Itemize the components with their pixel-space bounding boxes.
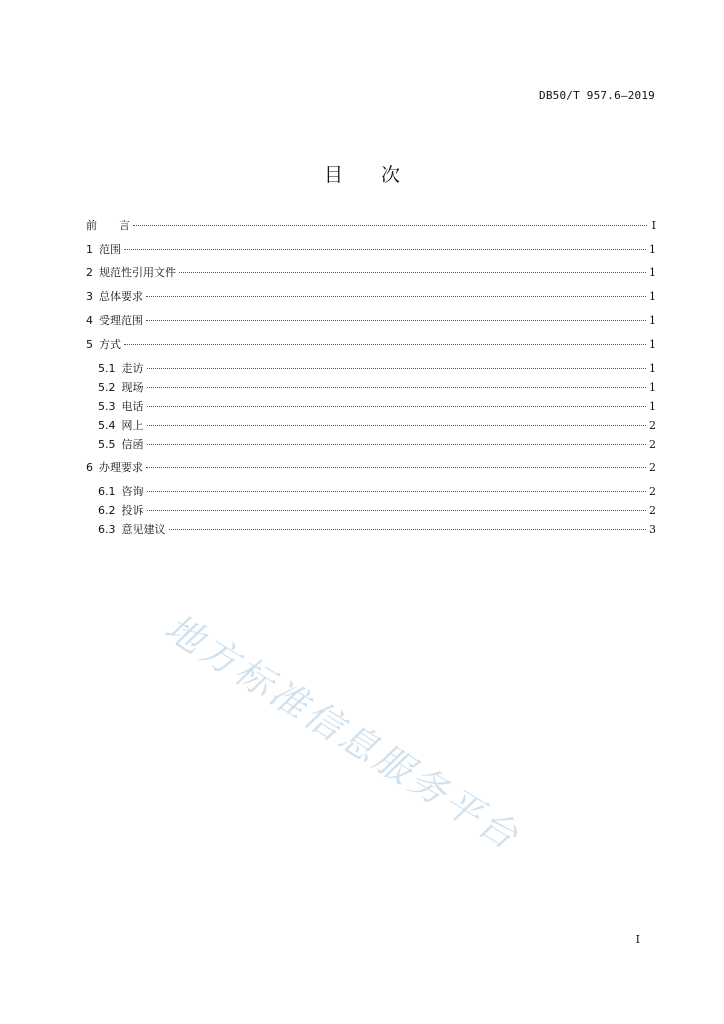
toc-entry-page: 1 — [649, 362, 656, 375]
toc-entry-number: 5.3 — [98, 400, 116, 413]
toc-entry[interactable] — [86, 460, 656, 476]
toc-leader-dots — [133, 225, 647, 226]
toc-entry-label: 规范性引用文件 — [99, 266, 176, 279]
toc-entry-label: 总体要求 — [99, 290, 143, 303]
toc-entry-label: 现场 — [121, 381, 144, 394]
toc-leader-dots — [169, 529, 647, 530]
toc-entry-page: 1 — [649, 314, 656, 327]
toc-entry-page: 2 — [649, 504, 656, 517]
toc-entry[interactable] — [98, 418, 656, 434]
watermark-text: 地方标准信息服务平台 — [157, 605, 528, 860]
toc-entry-label: 受理范围 — [99, 314, 143, 327]
toc-entry-label: 电话 — [121, 400, 144, 413]
toc-entry[interactable] — [86, 265, 656, 281]
toc-entry-number: 5.4 — [98, 419, 116, 432]
toc-entry[interactable] — [98, 380, 656, 396]
toc-leader-dots — [147, 444, 647, 445]
document-code: DB50/T 957.6—2019 — [539, 89, 655, 102]
toc-entry-page: 2 — [649, 485, 656, 498]
toc-entry-number: 2 — [86, 266, 93, 279]
toc-leader-dots — [124, 344, 646, 345]
toc-entry-number: 5.2 — [98, 381, 116, 394]
toc-entry-page: 2 — [649, 438, 656, 451]
toc-entry-page: 1 — [649, 381, 656, 394]
toc-entry-label: 咨询 — [121, 485, 144, 498]
toc-entry-label: 前 言 — [86, 219, 130, 232]
toc-entry-number: 3 — [86, 290, 93, 303]
toc-entry-page: 1 — [649, 243, 656, 256]
toc-entry-number: 6.1 — [98, 485, 116, 498]
toc-entry-page: 1 — [649, 338, 656, 351]
toc-leader-dots — [146, 320, 646, 321]
toc-entry-number: 1 — [86, 243, 93, 256]
toc-leader-dots — [124, 249, 646, 250]
toc-entry-number: 5.1 — [98, 362, 116, 375]
toc-entry-page: 2 — [649, 419, 656, 432]
toc-entry-page: 1 — [649, 290, 656, 303]
toc-entry-number: 4 — [86, 314, 93, 327]
toc-entry-label: 信函 — [121, 438, 144, 451]
toc-entry-label: 方式 — [99, 338, 121, 351]
toc-entry-label: 范围 — [99, 243, 121, 256]
footer-page-number: I — [635, 933, 640, 946]
toc-entry-number: 5.5 — [98, 438, 116, 451]
toc-entry[interactable] — [98, 361, 656, 377]
toc-entry[interactable] — [86, 218, 656, 234]
toc-leader-dots — [147, 406, 647, 407]
toc-entry-label: 走访 — [121, 362, 144, 375]
toc-entry[interactable] — [86, 242, 656, 258]
toc-entry[interactable] — [86, 289, 656, 305]
toc-leader-dots — [147, 510, 647, 511]
toc-entry[interactable] — [98, 484, 656, 500]
toc-entry-page: 2 — [649, 461, 656, 474]
toc-entry[interactable] — [98, 522, 656, 538]
toc-leader-dots — [146, 296, 646, 297]
toc-entry-page: 1 — [649, 400, 656, 413]
toc-leader-dots — [179, 272, 646, 273]
toc-entry-label: 网上 — [121, 419, 144, 432]
toc-entry[interactable] — [86, 313, 656, 329]
toc-entry-number: 6.2 — [98, 504, 116, 517]
toc-entry[interactable] — [98, 503, 656, 519]
toc-entry-page: 1 — [649, 266, 656, 279]
toc-entry-number: 6 — [86, 461, 93, 474]
toc-leader-dots — [147, 425, 647, 426]
toc-leader-dots — [146, 467, 646, 468]
toc-entry-number: 6.3 — [98, 523, 116, 536]
toc-entry[interactable] — [86, 337, 656, 353]
toc-entry-label: 投诉 — [121, 504, 144, 517]
toc-entry[interactable] — [98, 437, 656, 453]
toc-entry-label: 意见建议 — [121, 523, 166, 536]
toc-entry-page: I — [651, 219, 656, 232]
toc-title: 目次 — [323, 164, 438, 186]
toc-leader-dots — [147, 387, 647, 388]
toc-entry-page: 3 — [649, 523, 656, 536]
toc-entry-number: 5 — [86, 338, 93, 351]
toc-leader-dots — [147, 368, 647, 369]
toc-entry-label: 办理要求 — [99, 461, 143, 474]
toc-leader-dots — [147, 491, 647, 492]
toc-entry[interactable] — [98, 399, 656, 415]
